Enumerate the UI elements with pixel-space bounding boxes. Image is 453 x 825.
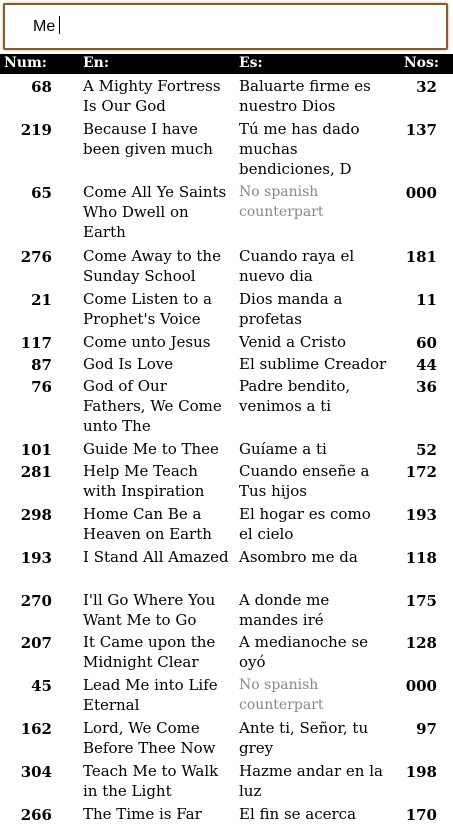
english-title: Come All Ye Saints Who Dwell on Earth: [83, 183, 227, 242]
english-title: It Came upon the Midnight Clear: [83, 633, 216, 672]
hymn-number: 219: [20, 120, 52, 139]
english-title: Come Listen to a Prophet's Voice: [83, 289, 212, 328]
spanish-number: 172: [405, 463, 437, 482]
hymn-list[interactable]: [0, 74, 453, 824]
table-row[interactable]: [0, 630, 453, 673]
spanish-number: 11: [416, 290, 437, 309]
hymn-number: 304: [20, 762, 52, 781]
header-en: En:: [83, 55, 110, 71]
spanish-number: 118: [405, 548, 437, 567]
header-es: Es:: [239, 55, 263, 71]
spanish-number: 137: [405, 120, 437, 139]
spanish-number: 97: [416, 719, 437, 738]
spanish-number: 60: [416, 333, 437, 352]
hymn-number: 87: [31, 355, 52, 374]
hymn-number: 101: [20, 441, 52, 460]
table-row[interactable]: [0, 352, 453, 374]
spanish-title: Dios manda a profetas: [239, 289, 343, 328]
table-row[interactable]: [0, 74, 453, 117]
spanish-number: 175: [405, 591, 437, 610]
hymn-number: 276: [20, 248, 52, 267]
spanish-number: 52: [416, 441, 437, 460]
hymn-number: 76: [31, 377, 52, 396]
hymn-number: 207: [20, 634, 52, 653]
english-title: God of Our Fathers, We Come unto The: [83, 376, 222, 435]
table-row[interactable]: [0, 545, 453, 588]
text-caret: [59, 16, 60, 34]
spanish-title: El hogar es como el cielo: [239, 504, 371, 543]
header-nos: Nos:: [403, 55, 439, 71]
table-row[interactable]: [0, 459, 453, 502]
english-title: A Mighty Fortress Is Our God: [83, 77, 221, 115]
table-row[interactable]: [0, 287, 453, 330]
table-row[interactable]: [0, 588, 453, 631]
header-num: Num:: [4, 55, 47, 71]
english-title: Lord, We Come Before Thee Now: [83, 718, 216, 757]
spanish-title: El sublime Creador: [239, 354, 387, 373]
spanish-title: No spanish counterpart: [239, 184, 324, 221]
english-title: Guide Me to Thee: [83, 440, 219, 459]
english-title: Teach Me to Walk in the Light: [83, 761, 219, 800]
table-header: [0, 54, 453, 74]
spanish-title: Venid a Cristo: [239, 332, 347, 351]
english-title: Come Away to the Sunday School: [83, 247, 221, 286]
table-row[interactable]: [0, 117, 453, 181]
hymn-number: 298: [20, 505, 52, 524]
spanish-title: A medianoche se oyó: [239, 633, 369, 672]
hymn-number: 193: [20, 548, 52, 567]
hymn-number: 281: [20, 463, 52, 482]
spanish-number: 181: [405, 248, 437, 267]
spanish-number: 000: [405, 184, 437, 203]
english-title: I Stand All Amazed: [83, 547, 229, 566]
spanish-number: 32: [416, 78, 437, 96]
table-row[interactable]: [0, 802, 453, 824]
hymn-number: 68: [31, 78, 52, 96]
spanish-number: 193: [405, 505, 437, 524]
english-title: Come unto Jesus: [83, 332, 211, 351]
scrollbar[interactable]: [449, 74, 453, 800]
hymn-number: 45: [31, 677, 52, 696]
spanish-number: 198: [405, 762, 437, 781]
table-row[interactable]: [0, 374, 453, 438]
search-input[interactable]: [3, 3, 448, 50]
spanish-title: Padre bendito, venimos a ti: [239, 376, 351, 415]
spanish-number: 170: [405, 805, 437, 824]
english-title: God Is Love: [83, 354, 174, 373]
search-input-value: Me: [33, 16, 60, 36]
spanish-title: Cuando enseñe a Tus hijos: [239, 462, 370, 501]
english-title: Because I have been given much: [83, 119, 213, 158]
spanish-number: 44: [416, 355, 437, 374]
spanish-title: A donde me mandes iré: [239, 590, 330, 629]
search-bar: [0, 0, 453, 54]
spanish-title: No spanish counterpart: [239, 677, 324, 714]
spanish-title: El fin se acerca: [239, 804, 357, 823]
table-row[interactable]: [0, 502, 453, 545]
english-title: I'll Go Where You Want Me to Go: [83, 590, 216, 629]
spanish-title: Baluarte firme es nuestro Dios: [239, 77, 371, 115]
spanish-title: Hazme andar en la luz: [239, 761, 383, 800]
table-row[interactable]: [0, 437, 453, 459]
table-row[interactable]: [0, 330, 453, 352]
spanish-title: Asombro me da: [239, 547, 358, 566]
table-row[interactable]: [0, 759, 453, 802]
spanish-number: 128: [405, 634, 437, 653]
hymn-number: 21: [31, 290, 52, 309]
hymn-number: 270: [20, 591, 52, 610]
spanish-title: Ante ti, Señor, tu grey: [239, 718, 369, 757]
spanish-title: Guíame a ti: [239, 440, 327, 459]
english-title: Home Can Be a Heaven on Earth: [83, 504, 212, 543]
english-title: The Time is Far: [83, 804, 202, 823]
hymn-number: 117: [20, 333, 52, 352]
hymn-number: 266: [20, 805, 52, 824]
english-title: Lead Me into Life Eternal: [83, 676, 218, 715]
table-row[interactable]: [0, 180, 453, 244]
spanish-number: 36: [416, 377, 437, 396]
table-row[interactable]: [0, 716, 453, 759]
table-row[interactable]: [0, 244, 453, 287]
table-row[interactable]: [0, 673, 453, 716]
spanish-title: Tú me has dado muchas bendiciones, D: [239, 119, 360, 178]
spanish-title: Cuando raya el nuevo dia: [239, 247, 355, 286]
spanish-number: 000: [405, 677, 437, 696]
english-title: Help Me Teach with Inspiration: [83, 462, 205, 501]
hymn-number: 162: [20, 719, 52, 738]
hymn-number: 65: [31, 184, 52, 203]
